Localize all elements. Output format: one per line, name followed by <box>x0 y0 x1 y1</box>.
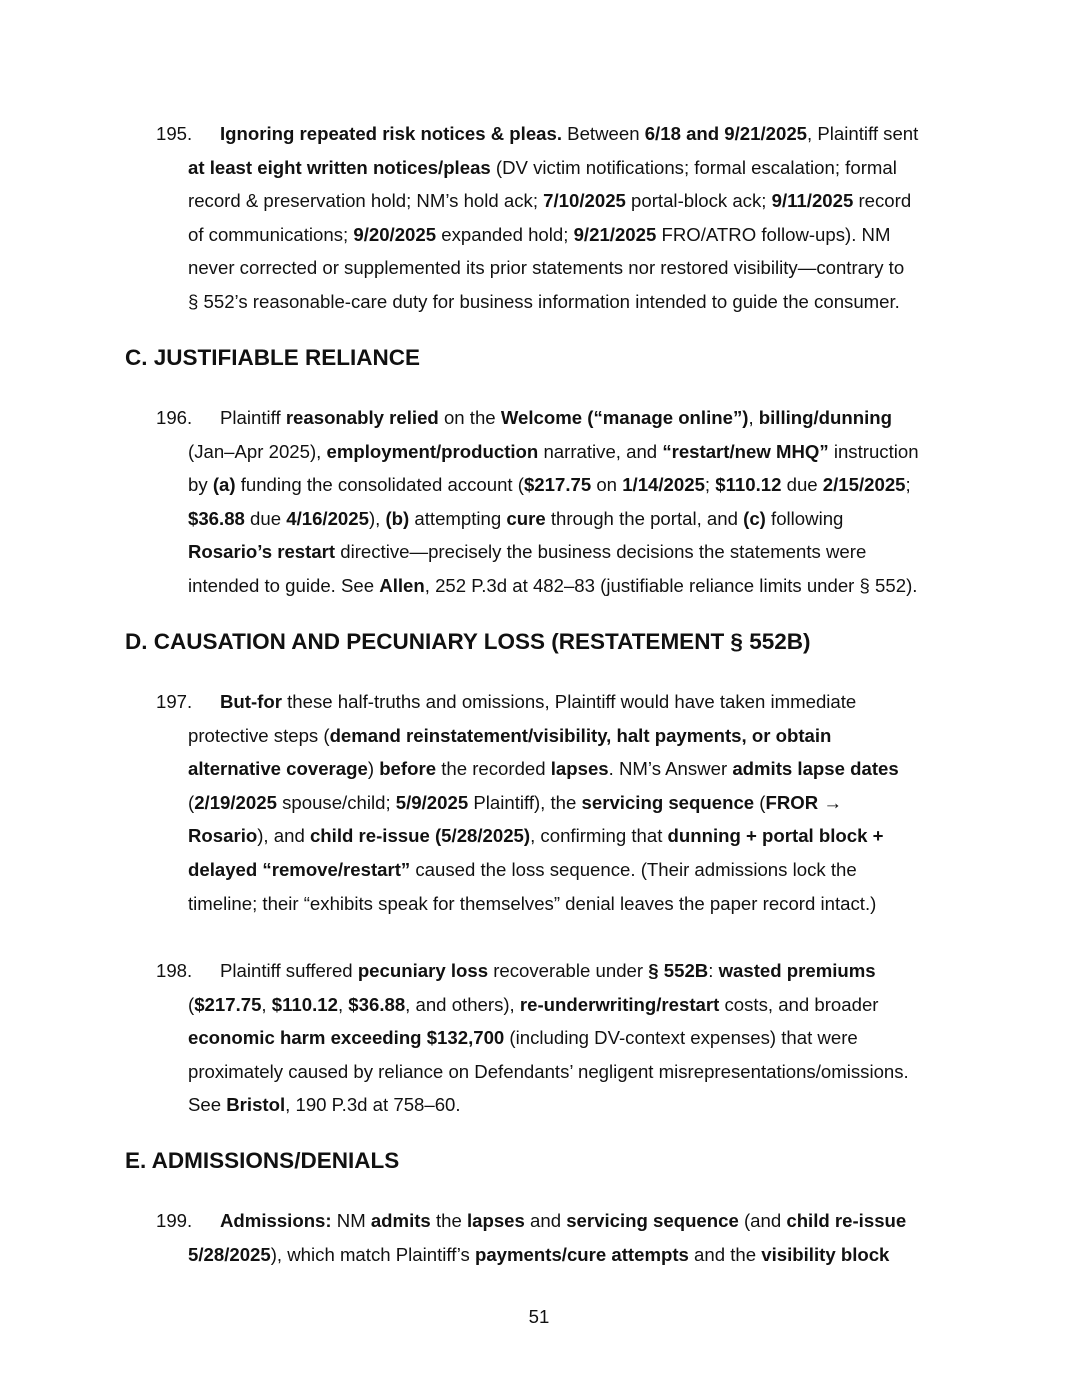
paragraph-line <box>188 887 988 921</box>
text: expanded hold; <box>436 223 574 245</box>
page-number: 51 <box>528 1306 550 1327</box>
paragraph-line <box>188 1021 988 1055</box>
paragraph-number: 198. <box>156 960 193 981</box>
text: recoverable under <box>488 960 649 981</box>
bold-text: § 552B <box>648 960 709 981</box>
text: , Plaintiff sent <box>807 123 919 144</box>
paragraph-line <box>188 719 988 753</box>
text: portal-block ack; <box>625 190 772 212</box>
text: instruction <box>828 440 919 462</box>
section-heading-c: C. JUSTIFIABLE RELIANCE <box>125 345 421 370</box>
paragraph-line <box>188 1204 988 1238</box>
text: and the <box>688 1243 762 1265</box>
bold-text: Welcome (“manage online”) <box>500 407 749 428</box>
paragraph-line <box>188 752 988 786</box>
paragraph-195 <box>156 117 988 319</box>
bold-text: (b) <box>385 507 410 529</box>
text: (including DV-context expenses) that were <box>504 1027 858 1049</box>
paragraph-number: 197. <box>156 691 193 712</box>
paragraph-line <box>188 786 988 820</box>
paragraph-line <box>188 1088 988 1122</box>
bold-text: Bristol <box>226 1094 286 1116</box>
text: proximately caused by reliance on Defendants’ negligent misrepresentations/omissions. <box>188 1060 909 1082</box>
bold-text: (a) <box>212 474 236 496</box>
paragraph-196 <box>156 401 988 603</box>
text: these half-truths and omissions, Plaintiff would have taken immediate <box>281 691 857 712</box>
bold-text: Allen <box>379 574 425 596</box>
bold-text: 2/19/2025 <box>194 791 277 813</box>
text: and <box>524 1210 567 1231</box>
bold-text: FROR → <box>765 791 842 813</box>
text: by <box>188 474 213 496</box>
bold-text: 7/10/2025 <box>543 190 626 212</box>
bold-text: $36.88 <box>188 507 245 529</box>
text: the recorded <box>436 758 551 780</box>
bold-text: delayed “remove/restart” <box>188 858 411 880</box>
bold-text: Admissions: <box>220 1210 332 1231</box>
paragraph-197 <box>156 685 988 920</box>
paragraph-line <box>188 853 988 887</box>
text: ( <box>188 993 195 1015</box>
text: (DV victim notifications; formal escalation; formal <box>490 156 897 178</box>
text: Plaintiff suffered <box>220 960 358 981</box>
bold-text: economic harm exceeding $132,700 <box>188 1027 505 1049</box>
text: costs, and broader <box>719 993 879 1015</box>
text: funding the consolidated account ( <box>235 474 524 496</box>
text: ), which match Plaintiff’s <box>270 1243 475 1265</box>
text: , confirming that <box>530 825 668 847</box>
text: ; <box>704 474 716 496</box>
bold-text: admits <box>370 1210 431 1231</box>
text: protective steps ( <box>188 724 330 746</box>
text: following <box>765 507 844 529</box>
paragraph-line <box>188 1055 988 1089</box>
paragraph-line <box>188 117 988 151</box>
paragraph-line <box>188 401 988 435</box>
bold-text: lapses <box>550 758 609 780</box>
text: (and <box>738 1210 787 1231</box>
bold-text: dunning + portal block + <box>667 825 884 847</box>
paragraph-line <box>188 468 988 502</box>
section-heading-e: E. ADMISSIONS/DENIALS <box>125 1148 400 1173</box>
text: intended to guide. See <box>188 574 380 596</box>
text: , <box>748 407 759 428</box>
text: : <box>708 960 719 981</box>
text: . NM’s Answer <box>608 758 733 780</box>
bold-text: re-underwriting/restart <box>519 993 720 1015</box>
text: Between <box>562 123 645 144</box>
text: record <box>853 190 912 212</box>
bold-text: servicing sequence <box>581 791 755 813</box>
paragraph-line <box>188 218 988 252</box>
text: , 190 P.3d at 758–60. <box>285 1094 461 1116</box>
paragraph-line <box>188 569 988 603</box>
paragraph-line <box>188 184 988 218</box>
bold-text: 5/28/2025 <box>188 1243 271 1265</box>
text: directive—precisely the business decisions the statements were <box>335 541 867 563</box>
text: spouse/child; <box>276 791 396 813</box>
paragraph-number: 196. <box>156 407 193 428</box>
paragraph-line <box>188 988 988 1022</box>
text: (Jan–Apr 2025), <box>188 440 327 462</box>
bold-text: lapses <box>466 1210 525 1231</box>
bold-text: billing/dunning <box>758 407 892 428</box>
bold-text: 9/21/2025 <box>573 223 657 245</box>
bold-text: Rosario’s restart <box>188 541 336 563</box>
text: § 552’s reasonable-care duty for business information intended to guide the consumer. <box>188 290 900 312</box>
paragraph-line <box>188 151 988 185</box>
bold-text: 9/20/2025 <box>353 223 437 245</box>
paragraph-number: 199. <box>156 1210 193 1231</box>
section-heading-d: D. CAUSATION AND PECUNIARY LOSS (RESTATEMENT § 552B) <box>125 629 811 654</box>
bold-text: $36.88 <box>348 993 406 1015</box>
text: never corrected or supplemented its prior statements nor restored visibility—contrary to <box>188 257 905 279</box>
text: Plaintiff <box>220 407 286 428</box>
paragraph-line <box>188 435 988 469</box>
text: ), and <box>257 825 310 847</box>
bold-text: Ignoring repeated risk notices & pleas. <box>220 123 563 144</box>
bold-text: 9/11/2025 <box>771 190 854 212</box>
text: narrative, and <box>538 440 663 462</box>
paragraph-line <box>188 285 988 319</box>
text: ( <box>188 791 195 813</box>
bold-text: 2/15/2025 <box>822 474 906 496</box>
bold-text: reasonably relied <box>285 407 439 428</box>
bold-text: at least eight written notices/pleas <box>188 156 491 178</box>
bold-text: But-for <box>220 691 282 712</box>
paragraph-line <box>188 251 988 285</box>
text: caused the loss sequence. (Their admissions lock the <box>410 858 857 880</box>
text: record & preservation hold; NM’s hold ack; <box>188 190 544 212</box>
bold-text: visibility block <box>761 1243 890 1265</box>
bold-text: demand reinstatement/visibility, halt payments, or obtain <box>329 724 832 746</box>
text: See <box>188 1094 227 1116</box>
bold-text: $217.75 <box>194 993 262 1015</box>
text: , and others), <box>405 993 520 1015</box>
bold-text: $110.12 <box>271 993 338 1015</box>
bold-text: pecuniary loss <box>357 960 489 981</box>
bold-text: $110.12 <box>715 474 782 496</box>
bold-text: 1/14/2025 <box>622 474 705 496</box>
text: on the <box>438 407 501 428</box>
text: ( <box>754 791 766 813</box>
paragraph-199 <box>156 1204 988 1271</box>
text: ) <box>367 758 380 780</box>
paragraph-198 <box>156 954 988 1122</box>
text: of communications; <box>188 223 354 245</box>
bold-text: (c) <box>743 507 766 529</box>
paragraph-line <box>188 819 988 853</box>
text: through the portal, and <box>545 507 744 529</box>
paragraph-line <box>188 502 988 536</box>
paragraph-number: 195. <box>156 123 193 144</box>
bold-text: servicing sequence <box>566 1210 739 1231</box>
bold-text: admits lapse dates <box>732 758 899 780</box>
bold-text: “restart/new MHQ” <box>662 440 829 462</box>
bold-text: payments/cure attempts <box>474 1243 689 1265</box>
text: due <box>244 507 287 529</box>
text: , 252 P.3d at 482–83 (justifiable reliance limits under § 552). <box>424 574 918 596</box>
text: , <box>261 993 272 1015</box>
paragraph-line <box>188 954 988 988</box>
text: on <box>591 474 623 496</box>
text: NM <box>331 1210 371 1231</box>
bold-text: alternative coverage <box>188 758 368 780</box>
paragraph-line <box>188 1238 988 1272</box>
bold-text: $217.75 <box>523 474 592 496</box>
bold-text: child re-issue (5/28/2025) <box>309 825 531 847</box>
text: attempting <box>409 507 507 529</box>
text: ; <box>905 474 911 496</box>
paragraph-line <box>188 535 988 569</box>
text: timeline; their “exhibits speak for themselves” denial leaves the paper record intact.) <box>188 892 877 914</box>
text: due <box>781 474 823 496</box>
bold-text: Rosario <box>188 825 258 847</box>
bold-text: child re-issue <box>786 1210 907 1231</box>
bold-text: 4/16/2025 <box>286 507 369 529</box>
text: , <box>337 993 349 1015</box>
text: the <box>430 1210 467 1231</box>
paragraph-line <box>188 685 988 719</box>
text: FRO/ATRO follow-ups). NM <box>656 223 891 245</box>
text: ), <box>368 507 386 529</box>
bold-text: cure <box>506 507 546 529</box>
bold-text: 5/9/2025 <box>395 791 469 813</box>
bold-text: employment/production <box>326 440 539 462</box>
bold-text: before <box>379 758 437 780</box>
bold-text: 6/18 and 9/21/2025 <box>644 123 808 144</box>
bold-text: wasted premiums <box>718 960 876 981</box>
text: Plaintiff), the <box>468 791 582 813</box>
